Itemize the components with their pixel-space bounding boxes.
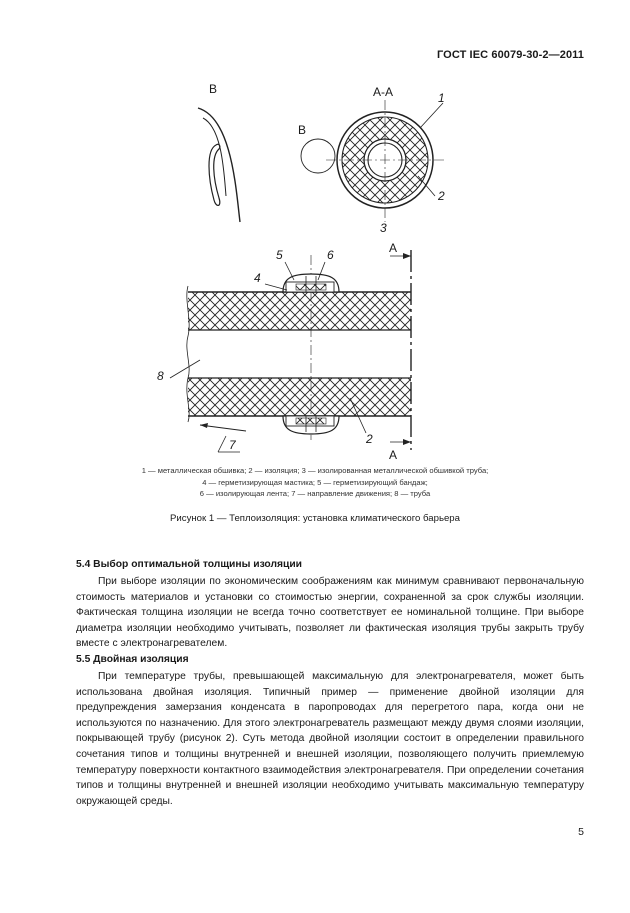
callout-b-label: B (298, 123, 307, 137)
callout-3-label: 3 (380, 221, 387, 235)
section-5-4-paragraph: При выборе изоляции по экономическим соображениям как минимум сравнивают первоначальную стоимость материалов и установки со стоимостью энергии, сохраненной за срок службы изоляции. Фактическая толщина изоляции не всегда точно соответствует ее номинальной толщине. При выборе диаметра изоляции необходимо учитывать, позволяет ли фактическая изоляция трубы закрыть трубу вместе с электронагревателем. (76, 576, 584, 650)
detail-b-label: B (209, 82, 218, 96)
figure-legend (0, 465, 630, 500)
section-5-4-body (76, 574, 584, 652)
cut-a-bottom-label: A (389, 448, 398, 460)
callout-1-label: 1 (438, 91, 445, 105)
cut-a-top-label: A (389, 241, 398, 255)
callout-2-top-label: 2 (438, 189, 445, 203)
section-5-5-heading: 5.5 Двойная изоляция (76, 654, 189, 665)
section-5-5-paragraph: При температуре трубы, превышающей максимальную для электронагревателя, может быть использована двойная изоляция. Типичный пример — применение двойной изоляции для предупреждения замерзания конденсата в паропроводах для перегретого пара, когда они не используются по назначению. Для этого электронагреватель размещают между двумя слоями изоляции, покрывающей трубу (рисунок 2). Суть метода двойной изоляции состоит в определении правильного сочетания типов и толщины внутренней и внешней изоляции, позволяющего получить приемлемую температуру поверхности контактного взаимодействия электронагревателя. При определении сочетания типов и толщины внутренней и внешней изоляции необходимо учитывать максимальную температуру окружающей среды. (76, 671, 584, 807)
detail-b-view (198, 82, 240, 222)
callout-7-label: 7 (229, 438, 236, 452)
legend-line: 1 — металлическая обшивка; 2 — изоляция; 3 — изолированная металлической обшивкой труба; (141, 466, 489, 475)
callout-5-label: 5 (276, 248, 283, 262)
legend-line: 4 — герметизирующая мастика; 5 — герметизирующий бандаж; (202, 477, 428, 487)
section-a-a-label: A-A (373, 85, 394, 99)
callout-6-label: 6 (327, 248, 334, 262)
section-a-a-view (298, 85, 445, 235)
section-5-4-heading: 5.4 Выбор оптимальной толщины изоляции (76, 559, 303, 570)
legend-line: 6 — изолирующая лента; 7 — направление движения; 8 — труба (199, 489, 431, 498)
callout-8-label: 8 (157, 369, 164, 383)
figure-caption: Рисунок 1 — Теплоизоляция: установка климатического барьера (170, 513, 460, 524)
callout-4-label: 4 (254, 271, 261, 285)
pipe-longitudinal-view (157, 241, 411, 460)
section-5-5-body (76, 669, 584, 809)
callout-2-bottom-label: 2 (366, 432, 373, 446)
page-number: 5 (578, 826, 584, 838)
document-header: ГОСТ IEC 60079-30-2—2011 (436, 49, 584, 61)
